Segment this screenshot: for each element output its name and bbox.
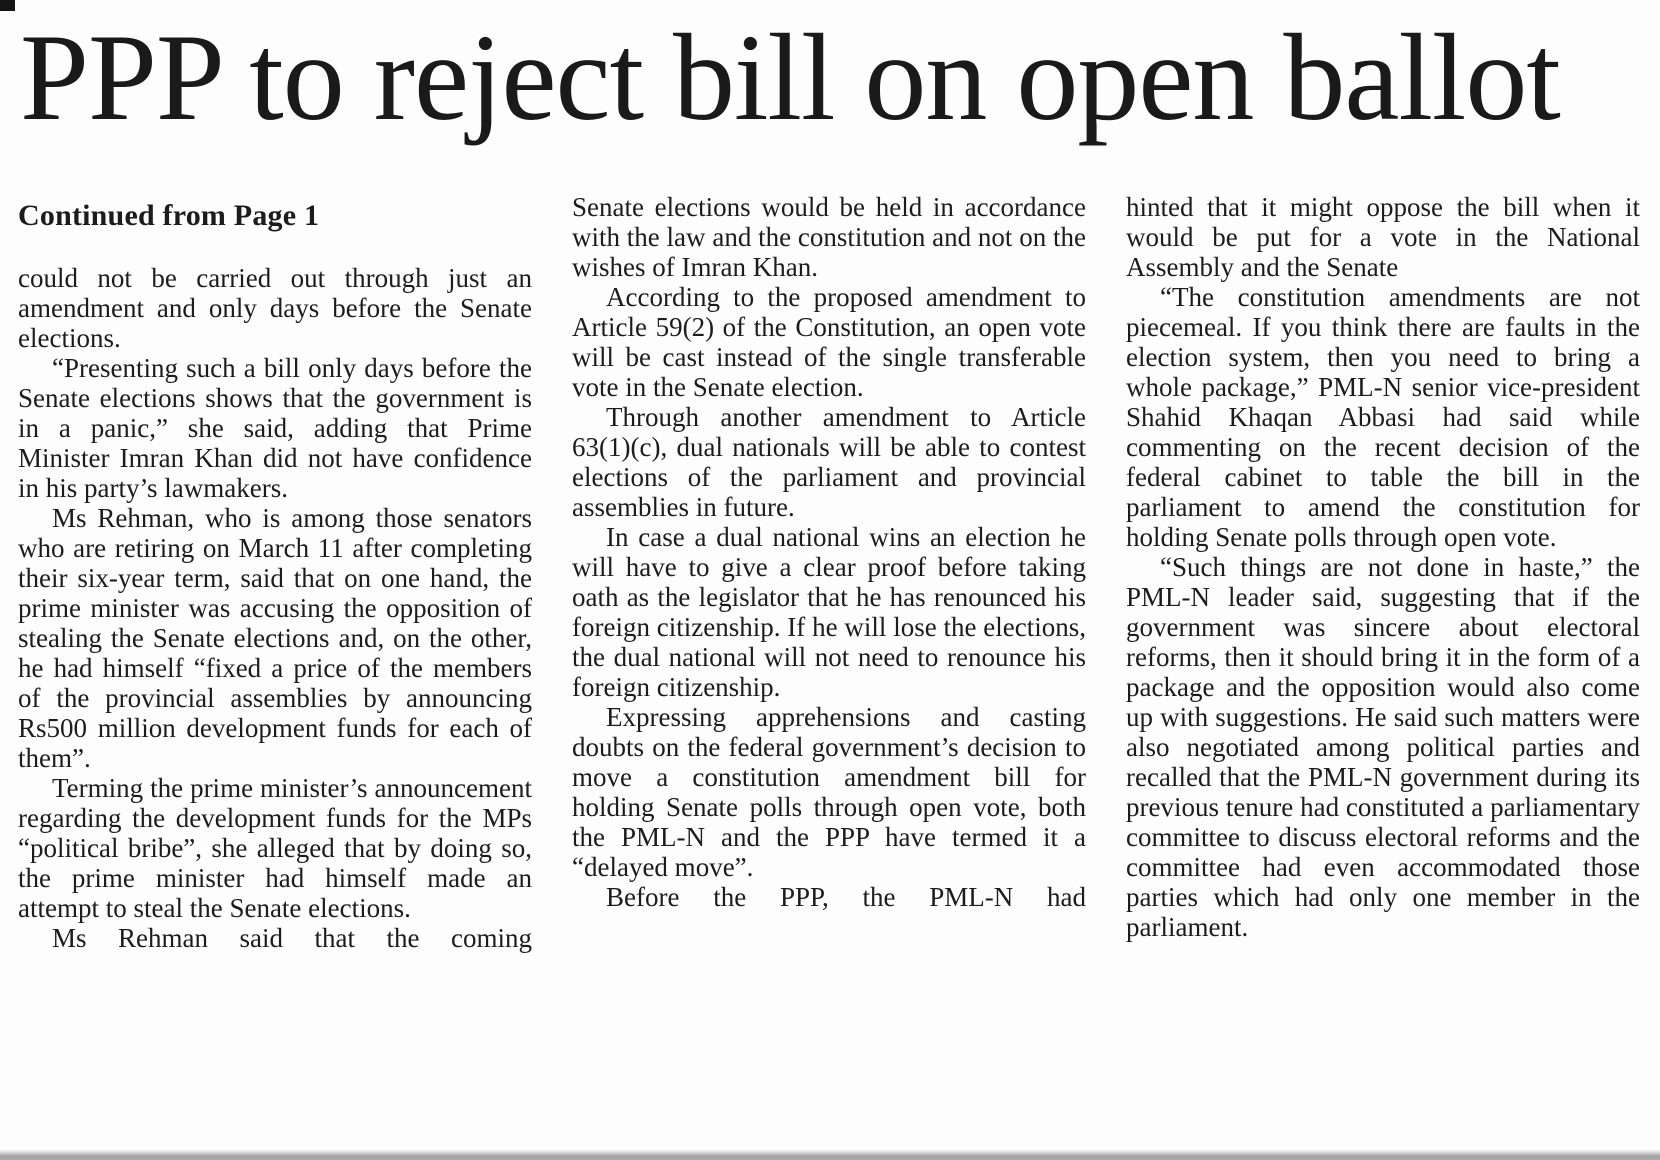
article-column-2 bbox=[572, 192, 1086, 1144]
article-body bbox=[18, 192, 1640, 1144]
article-column-1 bbox=[18, 192, 532, 1144]
corner-scan-mark bbox=[0, 0, 15, 11]
continued-from-label: Continued from Page 1 bbox=[18, 199, 320, 232]
article-paragraph: “Presenting such a bill only days before the Senate elections shows that the government is in a panic,” she said, adding that Prime Minister Imran Khan did not have confidence in his party’s lawmakers. bbox=[18, 353, 532, 503]
article-paragraph: “Such things are not done in haste,” the PML-N leader said, suggesting that if the government was sincere about electoral reforms, then it should bring it in the form of a package and the opposition would also come up with suggestions. He said such matters were also negotiated among political parties and recalled that the PML-N government during its previous tenure had constituted a parliamentary committee to discuss electoral reforms and the committee had even accommodated those parties which had only one member in the parliament. bbox=[1126, 552, 1640, 942]
article-paragraph: Terming the prime minister’s announcement regarding the development funds for the MPs “political bribe”, she alleged that by doing so, the prime minister had himself made an attempt to steal the Senate elections. bbox=[18, 773, 532, 923]
article-paragraph: According to the proposed amendment to Article 59(2) of the Constitution, an open vote will be cast instead of the single transferable vote in the Senate election. bbox=[572, 282, 1086, 402]
article-paragraph: Expressing apprehensions and casting doubts on the federal government’s decision to move a constitution amendment bill for holding Senate polls through open vote, both the PML-N and the PPP have termed it a “delayed move”. bbox=[572, 702, 1086, 882]
article-paragraph: In case a dual national wins an election he will have to give a clear proof before taking oath as the legislator that he has renounced his foreign citizenship. If he will lose the elections, the dual national will not need to renounce his foreign citizenship. bbox=[572, 522, 1086, 702]
article-paragraph: could not be carried out through just an amendment and only days before the Senate elections. bbox=[18, 263, 532, 353]
article-paragraph: Ms Rehman said that the coming bbox=[52, 923, 532, 953]
article-paragraph: Through another amendment to Article 63(1)(c), dual nationals will be able to contest elections of the parliament and provincial assemblies in future. bbox=[572, 402, 1086, 522]
article-paragraph: Senate elections would be held in accordance with the law and the constitution and not on the wishes of Imran Khan. bbox=[572, 192, 1086, 282]
article-paragraph: Ms Rehman, who is among those senators who are retiring on March 11 after completing their six-year term, said that on one hand, the prime minister was accusing the opposition of stealing the Senate elections and, on the other, he had himself “fixed a price of the members of the provincial assemblies by announcing Rs500 million development funds for each of them”. bbox=[18, 503, 532, 773]
article-column-3 bbox=[1126, 192, 1640, 1144]
article-headline: PPP to reject bill on open ballot bbox=[20, 9, 1560, 146]
article-paragraph: Before the PPP, the PML-N had bbox=[606, 882, 1086, 912]
article-paragraph: “The constitution amendments are not piecemeal. If you think there are faults in the election system, then you need to bring a whole package,” PML-N senior vice-president Shahid Khaqan Abbasi had said while commenting on the recent decision of the federal cabinet to table the bill in the parliament to amend the constitution for holding Senate polls through open vote. bbox=[1126, 282, 1640, 552]
page-edge-bar bbox=[0, 1149, 1660, 1160]
article-paragraph: hinted that it might oppose the bill when it would be put for a vote in the National Assembly and the Senate bbox=[1126, 192, 1640, 282]
